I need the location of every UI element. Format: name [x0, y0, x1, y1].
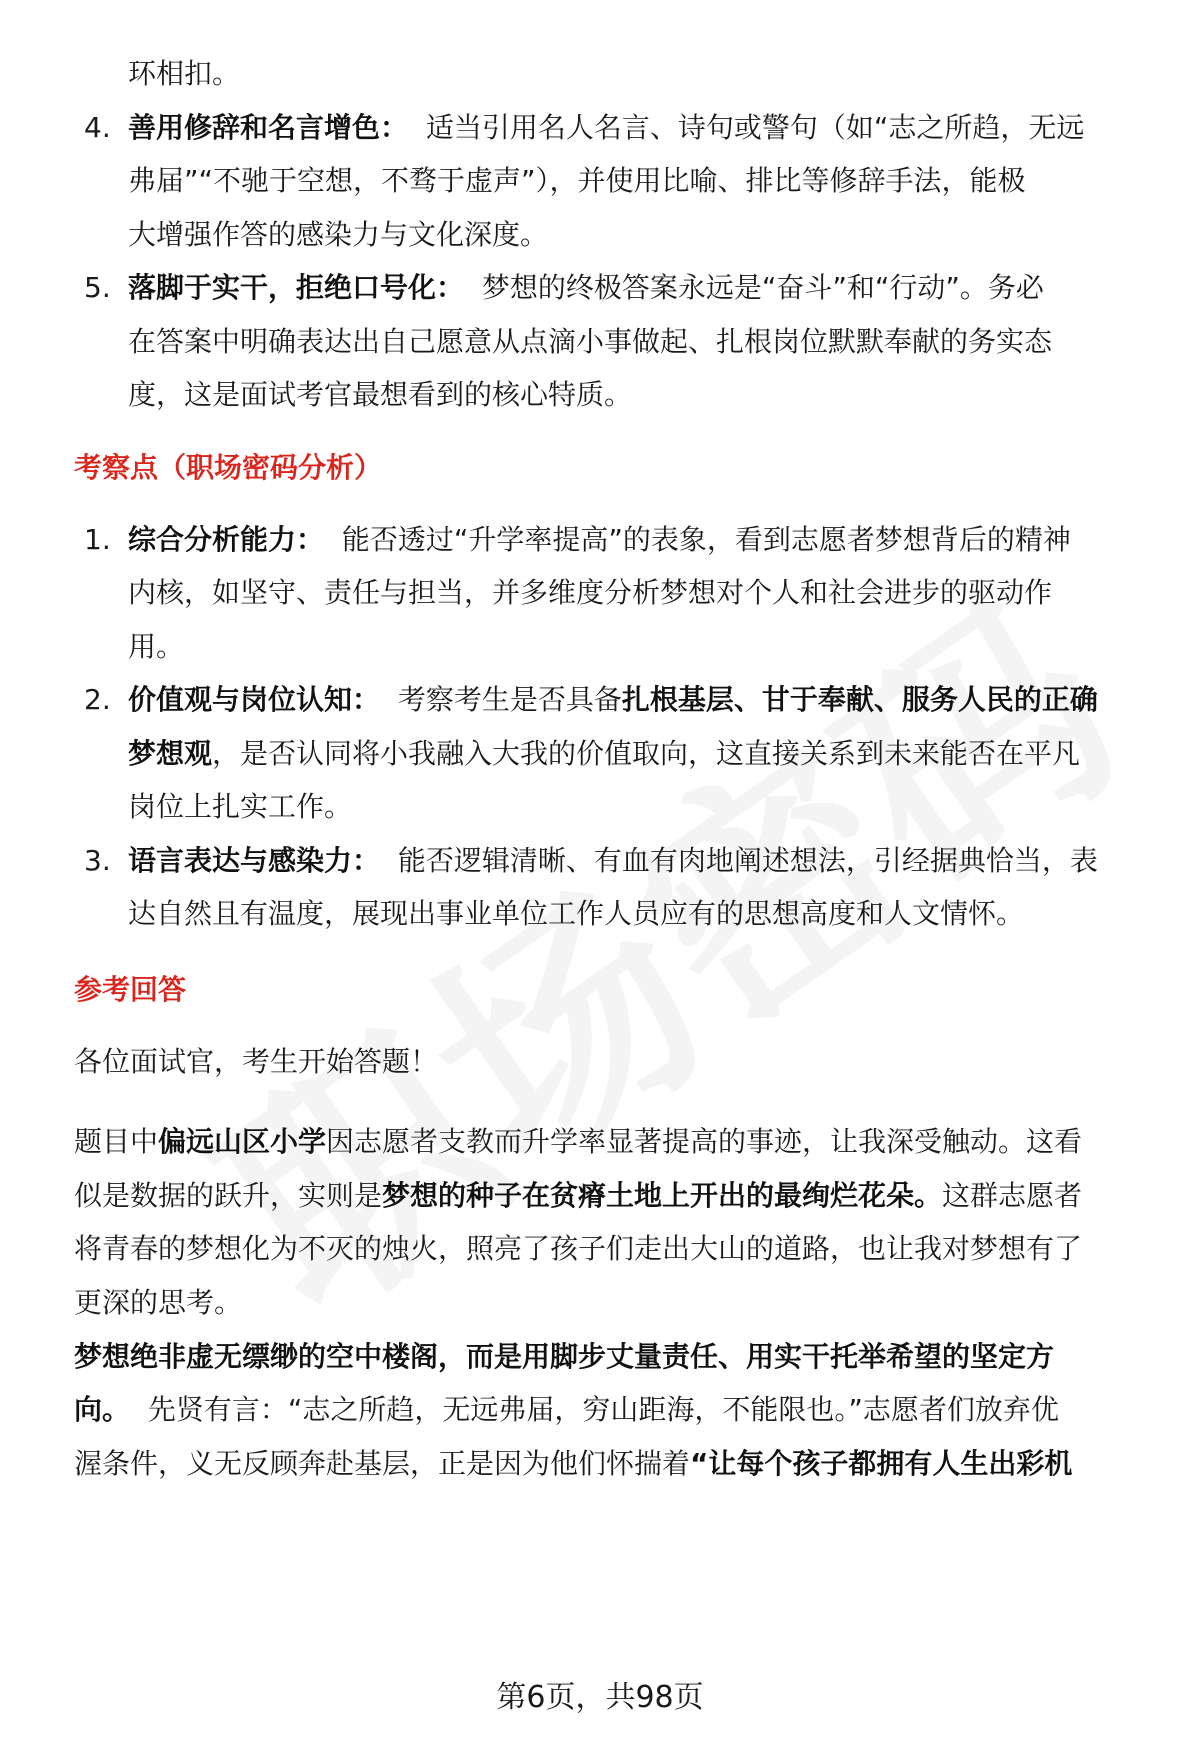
- item-text: 适当引用名人名言、诗句或警句（如“志之所趋，无远: [425, 111, 1085, 144]
- list-item-line: 大增强作答的感染力与文化深度。: [128, 218, 549, 251]
- answer-paragraph-line: 更深的思考。: [74, 1286, 243, 1319]
- answer-paragraph-line: 将青春的梦想化为不灭的烛火，照亮了孩子们走出大山的道路，也让我对梦想有了: [74, 1232, 1083, 1265]
- list-item: [128, 98, 1158, 158]
- item-emphasis: 梦想观: [128, 737, 213, 770]
- answer-paragraph-line: 似是数据的跃升，实则是梦想的种子在贫瘠土地上开出的最绚烂花朵。这群志愿者: [74, 1179, 1083, 1212]
- section-heading-answer: 参考回答: [74, 973, 187, 1006]
- item-text: 能否逻辑清晰、有血有肉地阐述想法，引经据典恰当，表: [397, 844, 1098, 877]
- item-title: 综合分析能力：: [128, 523, 325, 556]
- item-emphasis: 扎根基层、甘于奉献、服务人民的正确: [621, 683, 1098, 716]
- intro-tail: 环相扣。: [128, 57, 241, 90]
- item-text: 能否透过“升学率提高”的表象，看到志愿者梦想背后的精神: [341, 523, 1071, 556]
- item-title: 善用修辞和名言增色：: [128, 111, 409, 144]
- list-item-line: 内核，如坚守、责任与担当，并多维度分析梦想对个人和社会进步的驱动作: [128, 576, 1053, 609]
- list-number: 1.: [84, 523, 111, 556]
- list-number: 5.: [84, 271, 111, 304]
- list-number: 4.: [84, 111, 111, 144]
- answer-opening: 各位面试官，考生开始答题！: [74, 1045, 439, 1078]
- list-item: [128, 670, 1158, 730]
- list-item: [128, 258, 1158, 318]
- item-text: ，是否认同将小我融入大我的价值取向，这直接关系到未来能否在平凡: [212, 737, 1081, 770]
- list-item-line: 在答案中明确表达出自己愿意从点滴小事做起、扎根岗位默默奉献的务实态: [128, 325, 1053, 358]
- item-text: 考察考生是否具备: [397, 683, 622, 716]
- list-item: [128, 510, 1158, 570]
- list-item-line: 用。: [128, 630, 185, 663]
- list-item-line: 度，这是面试考官最想看到的核心特质。: [128, 378, 633, 411]
- list-item-line: 弗届”“不驰于空想，不骛于虚声”），并使用比喻、排比等修辞手法，能极: [128, 164, 1026, 197]
- item-title: 语言表达与感染力：: [128, 844, 381, 877]
- answer-thesis-line: 梦想绝非虚无缥缈的空中楼阁，而是用脚步丈量责任、用实干托举希望的坚定方: [74, 1340, 1055, 1373]
- list-number: 2.: [84, 683, 111, 716]
- item-title: 价值观与岗位认知：: [128, 683, 381, 716]
- list-item-line: 岗位上扎实工作。: [128, 790, 353, 823]
- item-text: 梦想的终极答案永远是“奋斗”和“行动”。务必: [481, 271, 1044, 304]
- list-item-line: [128, 724, 1158, 784]
- item-title: 落脚于实干，拒绝口号化：: [128, 271, 465, 304]
- list-item: [128, 831, 1158, 891]
- answer-paragraph-line: 向。 先贤有言：“志之所趋，无远弗届，穷山距海，不能限也。”志愿者们放弃优: [74, 1393, 1059, 1426]
- answer-paragraph-line: 渥条件，义无反顾奔赴基层，正是因为他们怀揣着“让每个孩子都拥有人生出彩机: [74, 1447, 1073, 1480]
- list-number: 3.: [84, 844, 111, 877]
- list-item-line: 达自然且有温度，展现出事业单位工作人员应有的思想高度和人文情怀。: [128, 897, 1025, 930]
- section-heading-points: 考察点（职场密码分析）: [74, 451, 383, 484]
- answer-paragraph-line: 题目中偏远山区小学因志愿者支教而升学率显著提高的事迹，让我深受触动。这看: [74, 1125, 1083, 1158]
- page-footer: 第6页，共98页: [496, 1680, 704, 1715]
